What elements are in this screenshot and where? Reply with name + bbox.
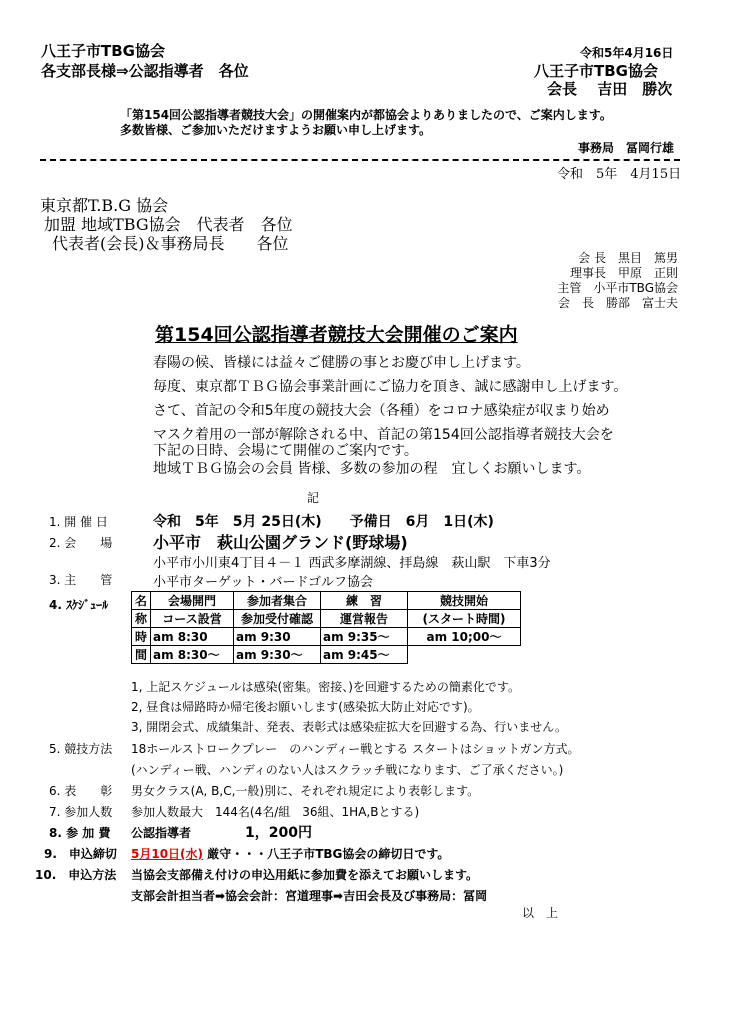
- body-line-2: 毎度、東京都ＴＢＧ協会事業計画にご協力を頂き、誠に感謝申し上げます。: [153, 379, 628, 395]
- letter-recipient-1: 東京都T.B.G 協会: [40, 196, 169, 215]
- sender-chairman: 会 長 黒目 篤男: [578, 251, 678, 265]
- body-line-4: マスク着用の一部が解除される中、首記の第154回公認指導者競技大会を: [153, 427, 614, 443]
- item-6-awards: 男女クラス(A, B,C,一般)別に、それぞれ規定により表彰します。: [131, 784, 480, 798]
- item-3-label: 3. 主 管: [49, 573, 113, 587]
- schedule-name-cell: 間: [132, 646, 151, 664]
- page-title: 第154回公認指導者競技大会開催のご案内: [155, 324, 518, 346]
- letter-date: 令和 5年 4月15日: [557, 167, 682, 182]
- item-9-deadline: [131, 845, 449, 862]
- schedule-header-cell: 練 習: [321, 592, 408, 610]
- cover-recipients: 各支部長様⇒公認指導者 各位: [41, 62, 249, 80]
- schedule-time-cell: am 8:30～: [151, 646, 234, 664]
- item-5-note: (ハンディー戦、ハンディのない人はスクラッチ戦になります、ご了承ください。): [131, 763, 564, 777]
- schedule-name-cell: 名: [132, 592, 151, 610]
- body-line-1: 春陽の候、皆様には益々ご健勝の事とお慶び申し上げます。: [153, 355, 530, 371]
- item-5-label: 5. 競技方法: [49, 742, 113, 756]
- schedule-header-cell: 会場開門: [151, 592, 234, 610]
- cover-message-line2: 多数皆様、ご参加いただけますようお願い申し上げます。: [120, 123, 432, 137]
- item-7-label: 7. 参加人数: [49, 805, 113, 819]
- schedule-time-cell: am 8:30: [151, 628, 234, 646]
- cover-from-org: 八王子市TBG協会: [41, 42, 165, 60]
- sender-host-president: 会 長 勝部 富士夫: [557, 296, 678, 310]
- schedule-time-cell: am 9:30: [234, 628, 321, 646]
- item-8-label: 8. 参 加 費: [49, 826, 111, 840]
- cover-office: 事務局 冨岡行雄: [578, 141, 675, 155]
- schedule-note-2: 2, 昼食は帰路時か帰宅後お願いします(感染拡大防止対応です)。: [131, 700, 480, 714]
- sender-director: 理事長 甲原 正則: [569, 266, 678, 280]
- item-10-label: 10. 申込方法: [35, 868, 117, 882]
- item-2-address: 小平市小川東4丁目４－１ 西武多摩湖線、拝島線 萩山駅 下車3分: [153, 556, 551, 571]
- ki-heading: 記: [307, 491, 320, 505]
- body-line-3: さて、首記の令和5年度の競技大会（各種）をコロナ感染症が収まり始め: [153, 403, 610, 419]
- schedule-header-cell: 競技開始: [408, 592, 521, 610]
- schedule-name-cell: 時: [132, 628, 151, 646]
- schedule-note-1: 1, 上記スケジュールは感染(密集。密接、)を回避するための簡素化です。: [131, 680, 520, 694]
- item-7-capacity: 参加人数最大 144名(4名/組 36組、1HA,Bとする): [131, 805, 420, 819]
- deadline-date: 5月10日(水): [131, 847, 204, 861]
- sender-host: 主管 小平市TBG協会: [557, 281, 678, 295]
- schedule-name-cell: 称: [132, 610, 151, 628]
- schedule-time-cell: am 10;00～: [408, 628, 521, 646]
- schedule-header-cell: 運営報告: [321, 610, 408, 628]
- deadline-note: 厳守・・・八王子市TBG協会の締切日です。: [203, 847, 450, 861]
- cover-org: 八王子市TBG協会: [534, 62, 658, 80]
- closing-ijou: 以 上: [522, 906, 559, 920]
- item-3-host: 小平市ターゲット・バードゴルフ協会: [153, 575, 373, 590]
- letter-recipient-3: 代表者(会長)＆事務局長 各位: [52, 234, 289, 253]
- cover-president: 会長 吉田 勝次: [547, 80, 673, 98]
- item-1-date: 令和 5年 5月 25日(木) 予備日 6月 1日(木): [153, 514, 494, 530]
- schedule-empty-cell: [408, 646, 521, 664]
- cover-message-line1: 「第154回公認指導者競技大会」の開催案内が都協会よりありましたので、ご案内します。: [120, 108, 612, 122]
- cover-date: 令和5年4月16日: [580, 46, 674, 60]
- item-10-flow: 支部会計担当者➡協会会計：宮道理事➡吉田会長及び事務局：冨岡: [131, 889, 488, 903]
- item-10-method: 当協会支部備え付けの申込用紙に参加費を添えてお願いします。: [131, 868, 479, 882]
- schedule-header-cell: コース設営: [151, 610, 234, 628]
- letter-recipient-2: 加盟 地域TBG協会 代表者 各位: [44, 215, 293, 234]
- cut-line-divider: [40, 159, 680, 161]
- item-9-label: 9. 申込締切: [44, 847, 117, 861]
- schedule-note-3: 3, 開閉会式、成績集計、発表、表彰式は感染症拡大を回避する為、行いません。: [131, 720, 567, 734]
- schedule-time-cell: am 9:35～: [321, 628, 408, 646]
- schedule-time-cell: am 9:45～: [321, 646, 408, 664]
- schedule-time-cell: am 9:30～: [234, 646, 321, 664]
- schedule-header-cell: (スタート時間): [408, 610, 521, 628]
- item-2-label: 2. 会 場: [49, 536, 113, 550]
- schedule-header-cell: 参加者集合: [234, 592, 321, 610]
- item-8-category: 公認指導者: [131, 826, 192, 840]
- schedule-header-cell: 参加受付確認: [234, 610, 321, 628]
- item-5-method: 18ホールストロークプレー のハンディー戦とする スタートはショットガン方式。: [131, 742, 580, 756]
- item-6-label: 6. 表 彰: [49, 784, 113, 798]
- schedule-table: [131, 591, 521, 664]
- item-8-fee: 1，200円: [245, 825, 312, 841]
- body-line-5: 下記の日時、会場にて開催のご案内です。: [153, 443, 418, 459]
- body-line-6: 地域ＴＢＧ協会の会員 皆様、多数の参加の程 宜しくお願いします。: [153, 461, 591, 477]
- item-2-venue: 小平市 萩山公園グランド(野球場): [153, 533, 408, 552]
- item-1-label: 1. 開 催 日: [49, 515, 108, 529]
- item-4-label: 4. ｽｹｼﾞｭｰﾙ: [49, 598, 109, 612]
